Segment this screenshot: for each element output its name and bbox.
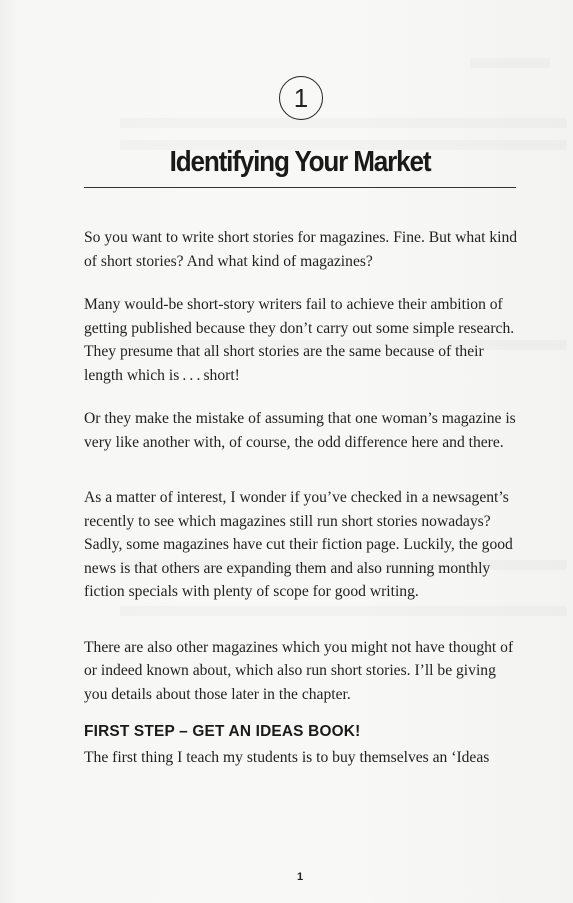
bleed-through-mark	[120, 118, 567, 128]
title-rule	[84, 187, 516, 188]
paragraph: Many would-be short-story writers fail to achieve their ambition of getting published because they don’t carry out some simple research. They presume that all short stories are the same because of their length which is . . . short!	[84, 296, 515, 384]
paragraph: Or they make the mistake of assuming that one woman’s magazine is very like another with, of course, the odd difference here and there.	[84, 410, 516, 451]
bleed-through-mark	[470, 58, 550, 68]
section-paragraph: The first thing I teach my students is to buy themselves an ‘Ideas	[84, 749, 490, 766]
paragraph: So you want to write short stories for magazines. Fine. But what kind of short stories? And what kind of magazines?	[84, 229, 518, 270]
chapter-title: Identifying Your Market	[169, 146, 431, 178]
page-number: 1	[296, 871, 304, 883]
chapter-body	[84, 226, 520, 770]
section-heading: FIRST STEP – GET AN IDEAS BOOK!	[84, 723, 361, 740]
paragraph: There are also other magazines which you might not have thought of or indeed known about, which also run short stories. I’ll be giving you details about those later in the chapter.	[84, 638, 514, 703]
chapter-number: 1	[279, 76, 323, 120]
paragraph: As a matter of interest, I wonder if you’ve checked in a newsagent’s recently to see which magazines still run short stories nowadays? Sadly, some magazines have cut their fiction page. Luckily, the good news is that others are expanding them and also running monthly fiction specials with plenty of scope for good writing.	[84, 489, 513, 600]
